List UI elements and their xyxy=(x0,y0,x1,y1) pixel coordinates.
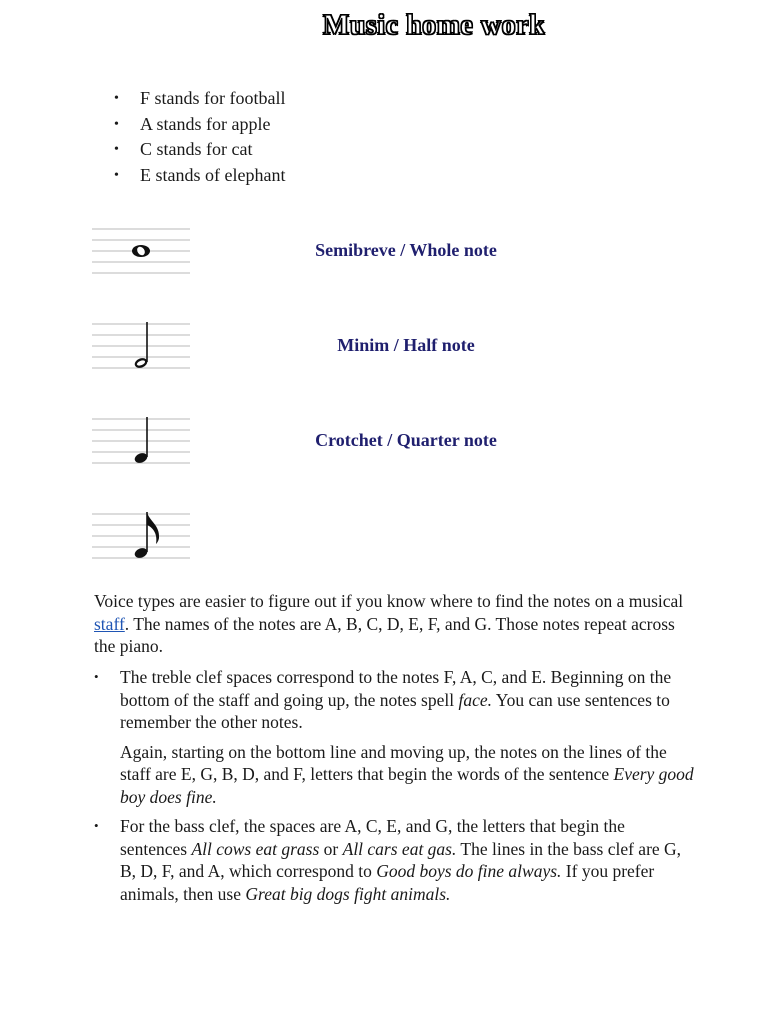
mnemonic-list xyxy=(114,86,286,188)
half-note-icon xyxy=(92,321,192,369)
treble-paragraph-1: The treble clef spaces correspond to the notes F, A, C, and E. Beginning on the bottom of the staff and going up, the notes spell face. You can use sentences to remember the other notes. xyxy=(120,667,672,732)
bullet-dot: • xyxy=(94,818,99,833)
note-label-whole: Semibreve / Whole note xyxy=(315,240,497,260)
page-title: Music home work xyxy=(322,10,546,41)
eighth-note-icon xyxy=(92,511,192,559)
intro-paragraph xyxy=(94,590,694,658)
bullet-dot: • xyxy=(94,669,99,684)
treble-clef-item xyxy=(94,666,694,808)
note-label-half: Minim / Half note xyxy=(337,335,475,355)
bass-clef-item xyxy=(94,815,694,905)
staff-link[interactable]: staff xyxy=(94,613,125,634)
list-item: • F stands for football xyxy=(114,86,286,112)
list-item: • E stands of elephant xyxy=(114,163,286,189)
bass-paragraph: For the bass clef, the spaces are A, C, E, and G, the letters that begin the sentences All cows eat grass or All cars eat gas. The lines in the bass clef are G, B, D, F, and A, which correspond to Good boys do fine always. If you prefer animals, then use Great big dogs fight animals. xyxy=(120,816,682,904)
treble-paragraph-2: Again, starting on the bottom line and moving up, the notes on the lines of the staff are E, G, B, D, and F, letters that begin the words of the sentence Every good boy does fine. xyxy=(120,741,694,807)
note-label-quarter: Crotchet / Quarter note xyxy=(315,430,497,450)
list-item: • C stands for cat xyxy=(114,137,286,163)
intro-text-end: . The names of the notes are A, B, C, D, E, F, and G. Those notes repeat across the piano. xyxy=(94,613,675,656)
whole-note-icon xyxy=(92,226,192,274)
quarter-note-icon xyxy=(92,416,192,464)
intro-text: Voice types are easier to figure out if you know where to find the notes on a musical xyxy=(94,591,684,611)
list-item: • A stands for apple xyxy=(114,112,286,138)
